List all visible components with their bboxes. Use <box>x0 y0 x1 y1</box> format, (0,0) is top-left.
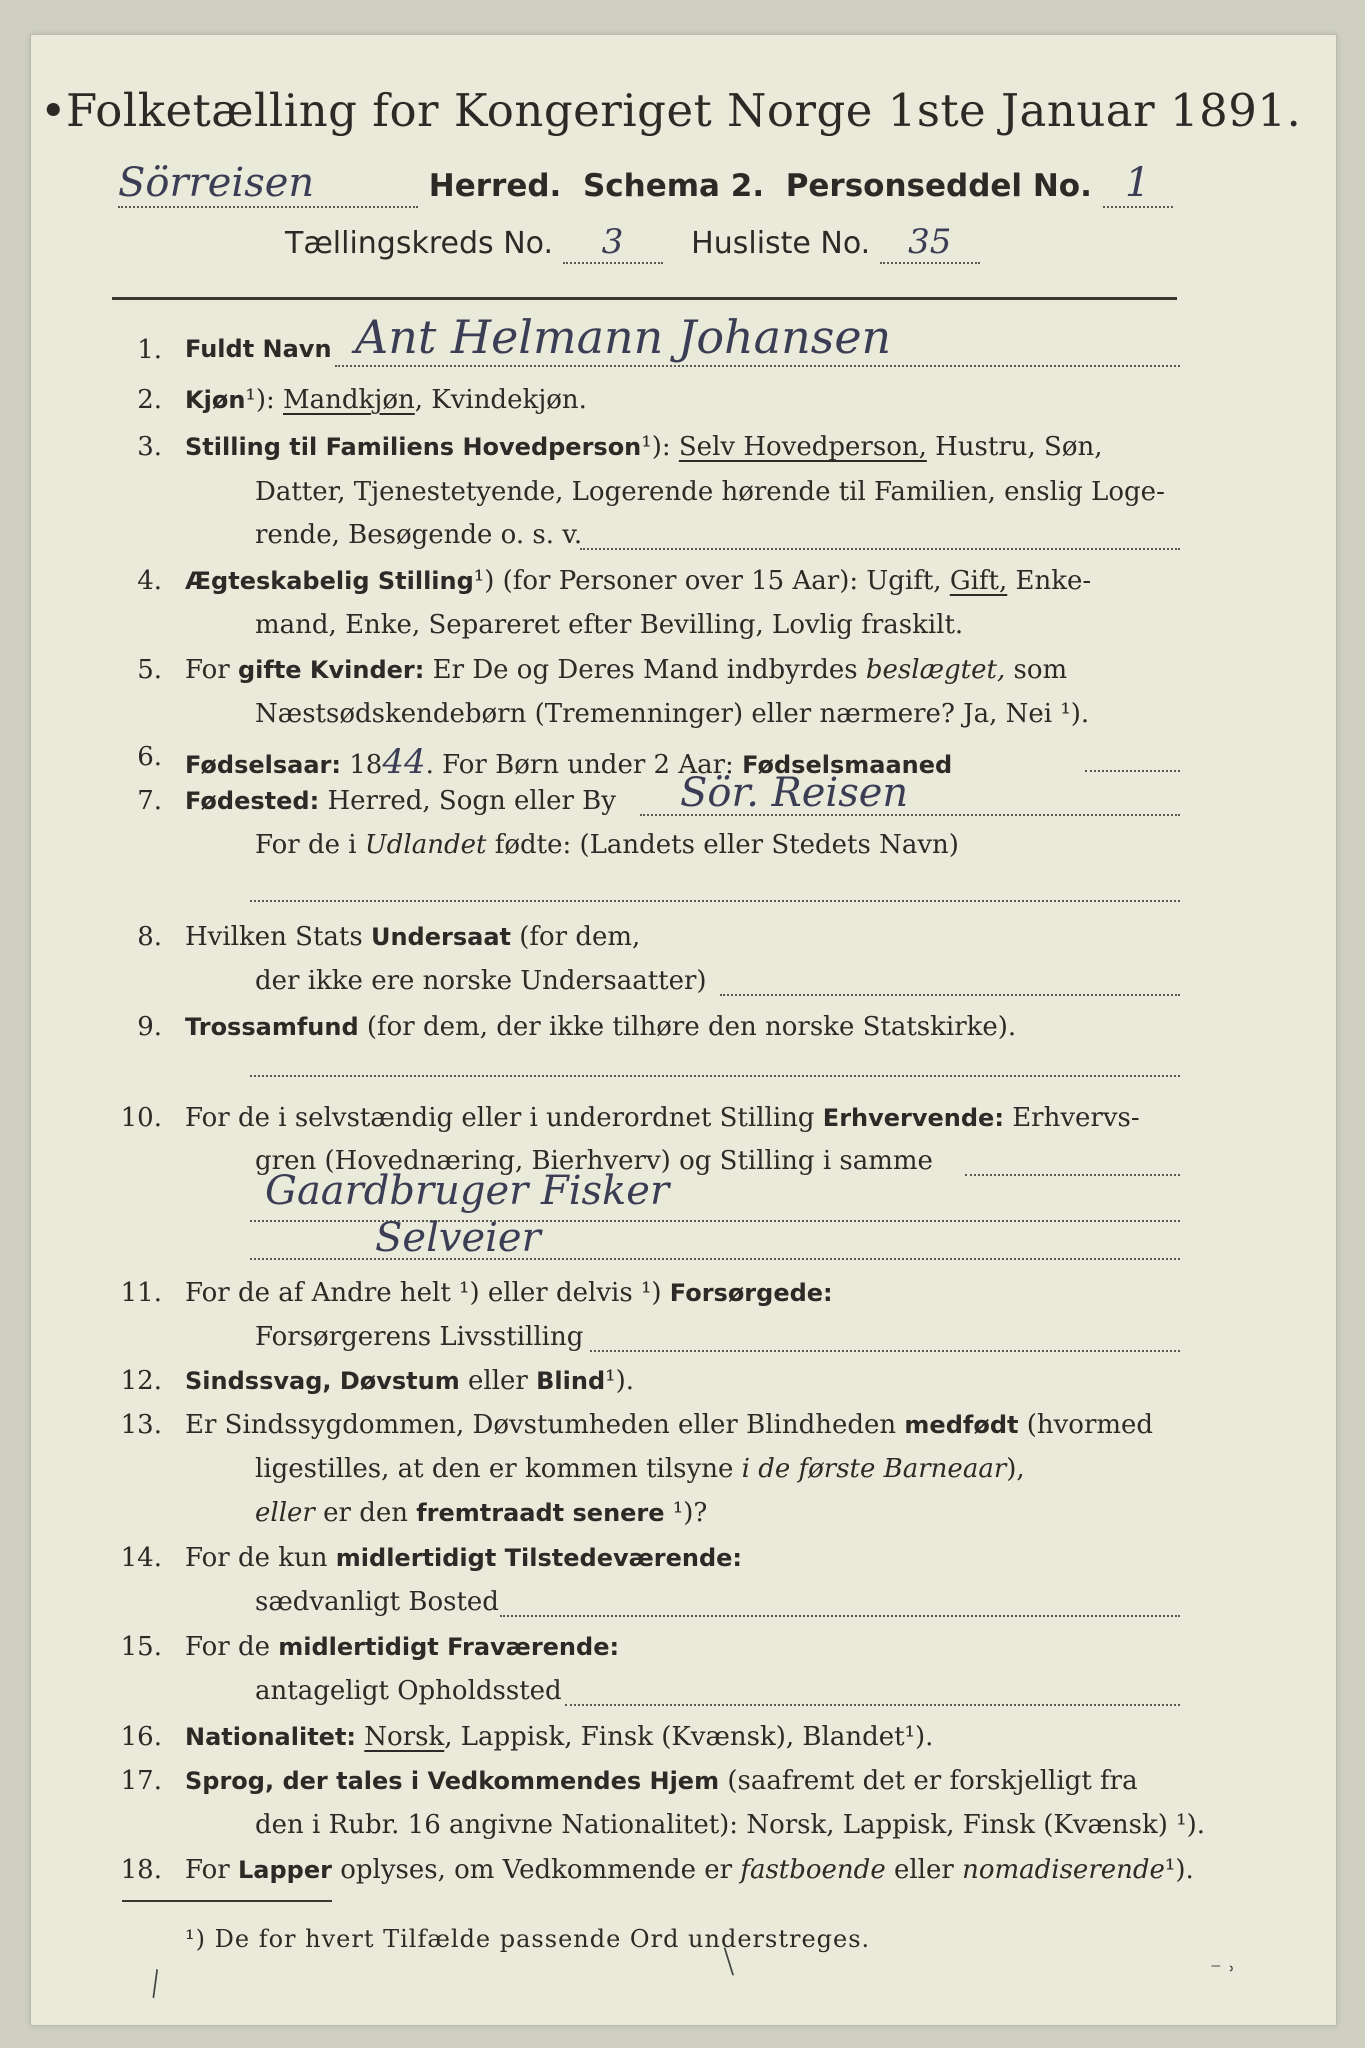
header-divider <box>112 297 1177 300</box>
item-1-fill-line <box>335 365 1180 367</box>
form-title: • Folketælling for Kongeriget Norge 1ste Januar 1891. <box>40 84 1302 137</box>
kreds-value: 3 <box>563 222 663 264</box>
item-3-selected: Selv Hovedperson, <box>678 432 927 462</box>
herred-value: Sörreisen <box>118 160 418 208</box>
personseddel-value: 1 <box>1103 160 1173 208</box>
item-10-value-2: Selveier <box>375 1215 541 1261</box>
stray-mark: ╲ <box>719 1949 738 1976</box>
bullet-mark: • <box>40 84 68 137</box>
item-1-label: Fuldt Navn <box>185 335 332 363</box>
footnote: ¹) De for hvert Tilfælde passende Ord understreges. <box>185 1925 871 1953</box>
item-10-value-1: Gaardbruger Fisker <box>265 1168 670 1214</box>
herred-line <box>118 160 1173 208</box>
item-6-value: 44 <box>382 742 426 782</box>
item-16-selected: Norsk <box>364 1722 445 1752</box>
footnote-divider <box>122 1900 332 1902</box>
herred-label: Herred. <box>428 168 562 204</box>
personseddel-label: Personseddel No. <box>785 168 1092 204</box>
item-1-value: Ant Helmann Johansen <box>355 310 892 364</box>
item-7-value: Sör. Reisen <box>680 770 909 816</box>
stray-mark: ╲ <box>142 1970 168 1999</box>
husliste-label: Husliste No. <box>691 226 871 261</box>
item-4-selected: Gift, <box>949 566 1008 596</box>
kreds-line <box>285 222 980 264</box>
stray-mark: ⁻ ˒ <box>1210 1958 1236 1983</box>
schema-label: Schema 2. <box>582 168 765 204</box>
husliste-value: 35 <box>880 222 980 264</box>
kreds-label: Tællingskreds No. <box>285 226 553 261</box>
item-2-selected: Mandkjøn <box>283 385 415 415</box>
